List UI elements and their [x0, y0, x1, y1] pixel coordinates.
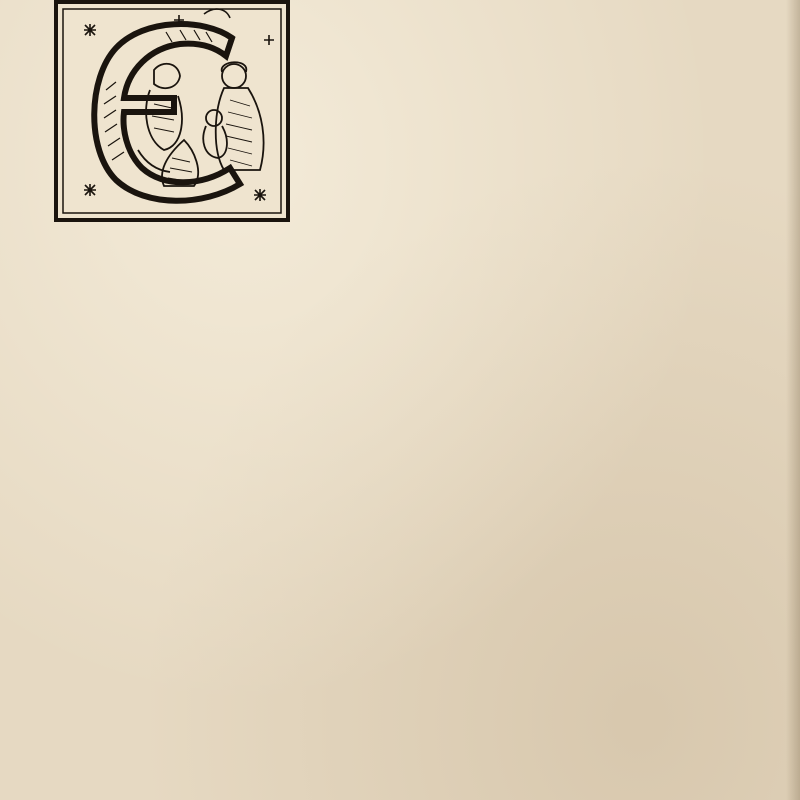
- page-edge-shadow: [786, 0, 800, 800]
- nativity-woodcut-initial-e-icon: [54, 0, 290, 222]
